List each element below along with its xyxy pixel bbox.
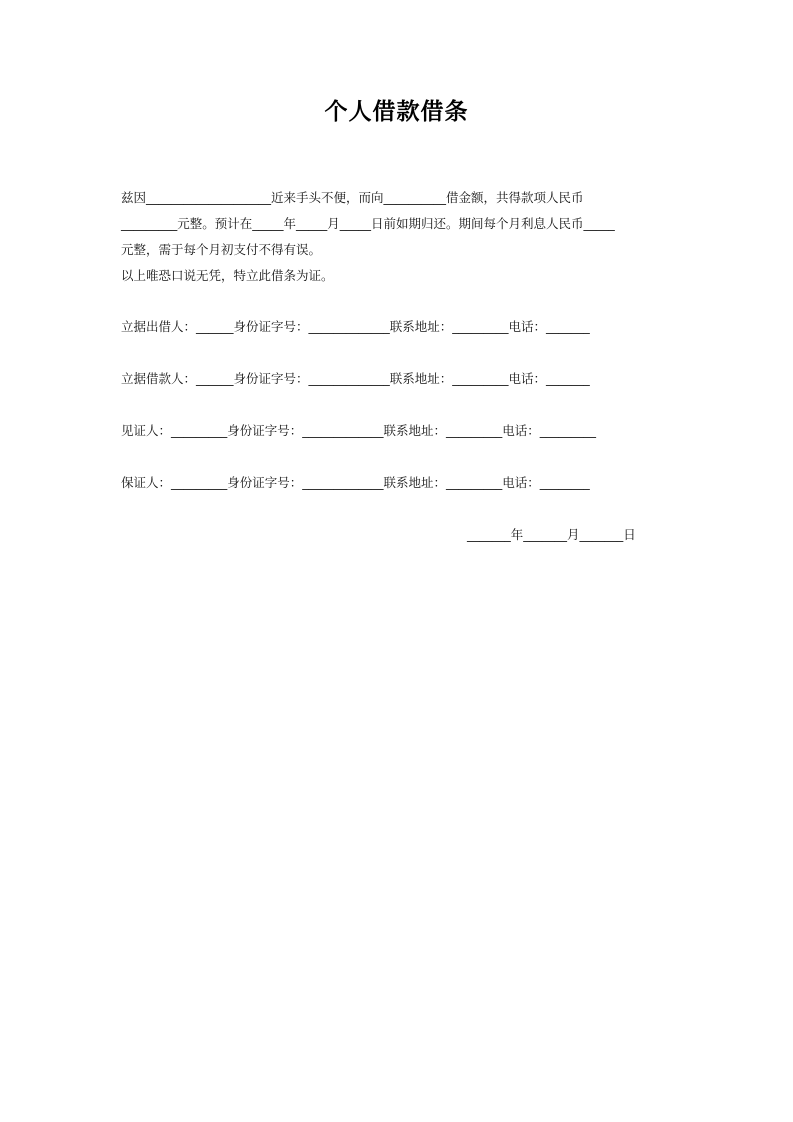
signature-date-line: _______年_______月_______日 xyxy=(467,527,636,542)
guarantor-line: 保证人：_________身份证字号：_____________联系地址：_________电话：________ xyxy=(121,475,590,490)
lender-line: 立据出借人：______身份证字号：_____________联系地址：_________电话：_______ xyxy=(121,319,590,334)
body-line-2: _________元整。预计在_____年_____月_____日前如期归还。期间每个月利息人民币_____ xyxy=(121,216,615,231)
witness-line: 见证人：_________身份证字号：_____________联系地址：_________电话：_________ xyxy=(121,423,597,438)
body-line-1: 兹因____________________近来手头不便，而向__________借金额，共得款项人民币 xyxy=(121,190,584,205)
document-title: 个人借款借条 xyxy=(324,98,469,125)
body-line-4: 以上唯恐口说无凭，特立此借条为证。 xyxy=(121,268,334,283)
borrower-line: 立据借款人：______身份证字号：_____________联系地址：_________电话：_______ xyxy=(121,371,590,386)
body-line-3: 元整，需于每个月初支付不得有误。 xyxy=(121,242,322,257)
